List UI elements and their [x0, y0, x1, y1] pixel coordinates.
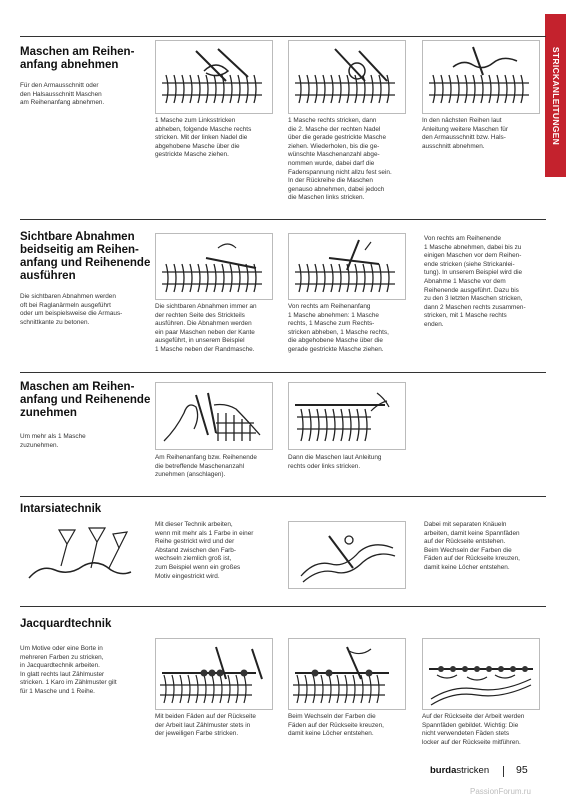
section-divider: [20, 36, 546, 37]
section-title-zunehmen: Maschen am Reihen- anfang und Reihenende zunehmen: [20, 381, 151, 419]
side-tab: [545, 14, 566, 177]
illustration-jacquard: [155, 638, 273, 710]
illustration-color-bobbins: [20, 521, 138, 589]
step-caption: Dabei mit separaten Knäueln arbeiten, damit keine Spannfäden auf der Rückseite entstehen. Beim Wechseln der Farben die Fäden auf der Rückseite kreuzen, damit keine Löcher entstehen.: [424, 521, 520, 571]
step-caption: Beim Wechseln der Farben die Fäden auf der Rückseite kreuzen, damit keine Löcher entstehen.: [288, 713, 384, 738]
section-divider: [20, 496, 546, 497]
step-caption: Von rechts am Reihenanfang 1 Masche abnehmen: 1 Masche rechts, 1 Masche zum Rechts- stricken abheben, 1 Masche rechts, die abgehobene Masche über die gerade gestrickte Masche ziehen.: [288, 303, 389, 353]
step-caption: In den nächsten Reihen laut Anleitung weitere Maschen für den Armausschnitt bzw. Hals- ausschnitt abnehmen.: [422, 117, 508, 150]
brand-footer: [430, 765, 489, 776]
section-title-sichtbare-abnahmen: Sichtbare Abnahmen beidseitig am Reihen- anfang und Reihenende ausführen: [20, 231, 151, 282]
section-title-jacquardtechnik: Jacquardtechnik: [20, 618, 112, 630]
section-title-abnehmen: Maschen am Reihen- anfang abnehmen: [20, 46, 135, 71]
section-divider: [20, 372, 546, 373]
step-caption: Auf der Rückseite der Arbeit werden Spannfäden gebildet. Wichtig: Die nicht verwendeten Fäden stets locker auf der Rückseite mitführen.: [422, 713, 525, 746]
step-caption: Mit beiden Fäden auf der Rückseite der Arbeit laut Zählmuster stets in der jeweiligen Farbe stricken.: [155, 713, 256, 738]
page-number: 95: [516, 764, 528, 776]
illustration-knitting-needles: [288, 40, 406, 114]
step-caption: 1 Masche zum Linksstricken abheben, folgende Masche rechts stricken. Mit der linken Nadel die abgehobene Masche über die gestrickte Masche ziehen.: [155, 117, 252, 159]
section-lead: Für den Armausschnitt oder den Halsausschnitt Maschen am Reihenanfang abnehmen.: [20, 82, 105, 107]
step-caption: Die sichtbaren Abnahmen immer an der rechten Seite des Strickteils ausführen. Die Abnahmen werden ein paar Maschen neben der Kante ausgeführt, in unserem Beispiel 1 Masche neben der Randmasche.: [155, 303, 257, 353]
section-divider: [20, 606, 546, 607]
brand-bold: burda: [430, 765, 457, 776]
illustration-intarsia: [288, 521, 406, 589]
footer-divider: [503, 766, 504, 777]
illustration-knitting-needles: [288, 233, 406, 300]
step-caption: Am Reihenanfang bzw. Reihenende die betreffende Maschenanzahl zunehmen (anschlagen).: [155, 454, 257, 479]
section-divider: [20, 219, 546, 220]
illustration-knitting-needles: [422, 40, 540, 114]
illustration-jacquard: [288, 638, 406, 710]
illustration-knitting-hands: [155, 382, 273, 450]
step-caption: Dann die Maschen laut Anleitung rechts oder links stricken.: [288, 454, 382, 470]
illustration-knitting-needles: [288, 382, 406, 450]
illustration-knitting-needles: [155, 40, 273, 114]
side-tab-label: STRICKANLEITUNGEN: [550, 46, 561, 145]
section-title-intarsiatechnik: Intarsiatechnik: [20, 503, 102, 515]
illustration-jacquard: [422, 638, 540, 710]
watermark: PassionForum.ru: [470, 787, 531, 796]
section-lead: Um mehr als 1 Masche zuzunehmen.: [20, 433, 86, 449]
section-lead: Um Motive oder eine Borte in mehreren Farben zu stricken, in Jacquardtechnik arbeiten. In glatt rechts laut Zählmuster stricken. 1 Karo im Zählmuster gilt für 1 Masche und 1 Reihe.: [20, 645, 117, 695]
section-lead: Die sichtbaren Abnahmen werden oft bei Raglanärmeln ausgeführt oder um beispielsweise die Armaus- schnittkante zu betonen.: [20, 293, 123, 326]
illustration-knitting-needles: [155, 233, 273, 300]
brand-light: stricken: [456, 765, 490, 776]
step-caption: Von rechts am Reihenende 1 Masche abnehmen, dabei bis zu einigen Maschen vor dem Reihen- ende stricken (siehe Strickanlei- tung). In unserem Beispiel wird die Abnahme 1 Masche vor dem Reihenende ausgeführt. Dazu bis zu den 3 letzten Maschen stricken, dann 2 Maschen rechts zusammen- stricken, mit 1 Masche rechts enden.: [424, 235, 526, 328]
step-caption: 1 Masche rechts stricken, dann die 2. Masche der rechten Nadel über die gerade gestrickte Masche ziehen. Wiederholen, bis die ge- wünschte Maschenanzahl abge- nommen wurde, dabei darf die Fadenspannung nicht allzu fest sein. In der Rückreihe die Maschen genauso abnehmen, dabei jedoch die Maschen links stricken.: [288, 117, 392, 202]
step-caption: Mit dieser Technik arbeiten, wenn mit mehr als 1 Farbe in einer Reihe gestrickt wird und der Abstand zwischen den Farb- wechseln ziemlich groß ist, zum Beispiel wenn ein großes Motiv eingestrickt wird.: [155, 521, 254, 580]
